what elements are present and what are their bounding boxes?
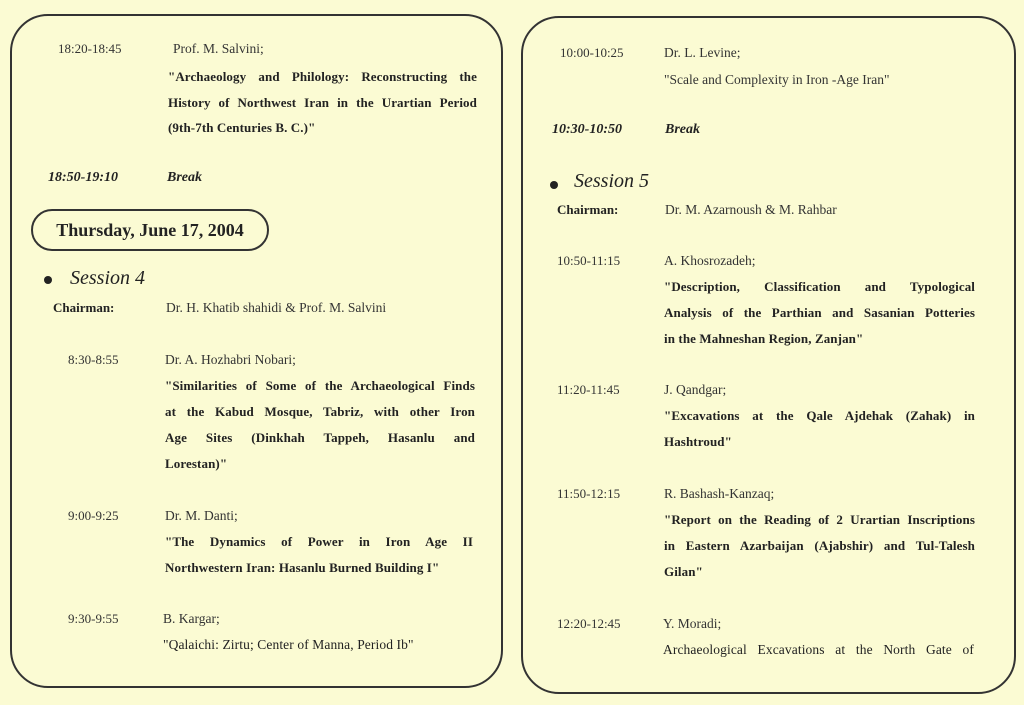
talk-title-line: Northwestern Iran: Hasanlu Burned Building I" (165, 560, 440, 575)
talk-speaker: B. Kargar; (163, 611, 220, 626)
talk-title-line: Gilan" (664, 564, 703, 579)
talk-title-line: in Eastern Azarbaijan (Ajabshir) and Tul-Talesh (664, 538, 975, 553)
session-heading: Session 5 (574, 170, 649, 192)
talk-title-line: Analysis of the Parthian and Sasanian Potteries (664, 305, 975, 320)
talk-time: 12:20-12:45 (557, 616, 621, 631)
talk-speaker: R. Bashash-Kanzaq; (664, 486, 775, 501)
talk-speaker: J. Qandgar; (664, 382, 727, 397)
chairman-label: Chairman: (557, 202, 619, 217)
break-time: 18:50-19:10 (48, 170, 118, 185)
talk-time: 18:20-18:45 (58, 41, 122, 56)
bullet-icon (44, 276, 52, 284)
talk-time: 11:50-12:15 (557, 486, 621, 501)
talk-title-line: "Description, Classification and Typological (664, 279, 975, 294)
talk-time: 8:30-8:55 (68, 352, 119, 367)
talk-speaker: Prof. M. Salvini; (173, 41, 264, 56)
talk-time: 9:30-9:55 (68, 611, 119, 626)
right-program-panel (521, 16, 1016, 694)
chairman-names: Dr. H. Khatib shahidi & Prof. M. Salvini (166, 300, 387, 315)
bullet-icon (550, 181, 558, 189)
talk-time: 10:00-10:25 (560, 45, 624, 60)
left-program-panel (10, 14, 503, 688)
break-label: Break (665, 122, 700, 137)
chairman-names: Dr. M. Azarnoush & M. Rahbar (665, 202, 837, 217)
talk-title-line: "Qalaichi: Zirtu; Center of Manna, Period Ib" (163, 637, 414, 652)
talk-title-line: "The Dynamics of Power in Iron Age II (165, 534, 473, 549)
talk-title-line: Hashtroud" (664, 434, 732, 449)
talk-time: 11:20-11:45 (557, 382, 620, 397)
talk-title-line: History of Northwest Iran in the Urartian Period (168, 95, 477, 110)
talk-speaker: Dr. A. Hozhabri Nobari; (165, 352, 296, 367)
session-heading: Session 4 (70, 267, 145, 289)
chairman-label: Chairman: (53, 300, 115, 315)
talk-title-line: "Scale and Complexity in Iron -Age Iran" (664, 72, 890, 87)
talk-title-line: "Archaeology and Philology: Reconstructing the (168, 69, 477, 84)
talk-title-line: "Report on the Reading of 2 Urartian Inscriptions (664, 512, 975, 527)
talk-time: 10:50-11:15 (557, 253, 621, 268)
talk-title-line: "Excavations at the Qale Ajdehak (Zahak) in (664, 408, 975, 423)
talk-speaker: Dr. M. Danti; (165, 508, 238, 523)
talk-title-line: "Similarities of Some of the Archaeological Finds (165, 378, 475, 393)
break-label: Break (167, 170, 202, 185)
talk-title-line: Age Sites (Dinkhah Tappeh, Hasanlu and (165, 430, 475, 445)
talk-title-line: at the Kabud Mosque, Tabriz, with other Iron (165, 404, 475, 419)
talk-title-line: in the Mahneshan Region, Zanjan" (664, 331, 864, 346)
talk-title-line: Archaeological Excavations at the North Gate of (663, 642, 974, 657)
day-heading: Thursday, June 17, 2004 (31, 209, 269, 251)
talk-speaker: Y. Moradi; (663, 616, 722, 631)
talk-speaker: Dr. L. Levine; (664, 45, 741, 60)
talk-title-line: (9th-7th Centuries B. C.)" (168, 120, 316, 135)
talk-speaker: A. Khosrozadeh; (664, 253, 756, 268)
talk-title-line: Lorestan)" (165, 456, 228, 471)
talk-time: 9:00-9:25 (68, 508, 119, 523)
break-time: 10:30-10:50 (552, 122, 622, 137)
